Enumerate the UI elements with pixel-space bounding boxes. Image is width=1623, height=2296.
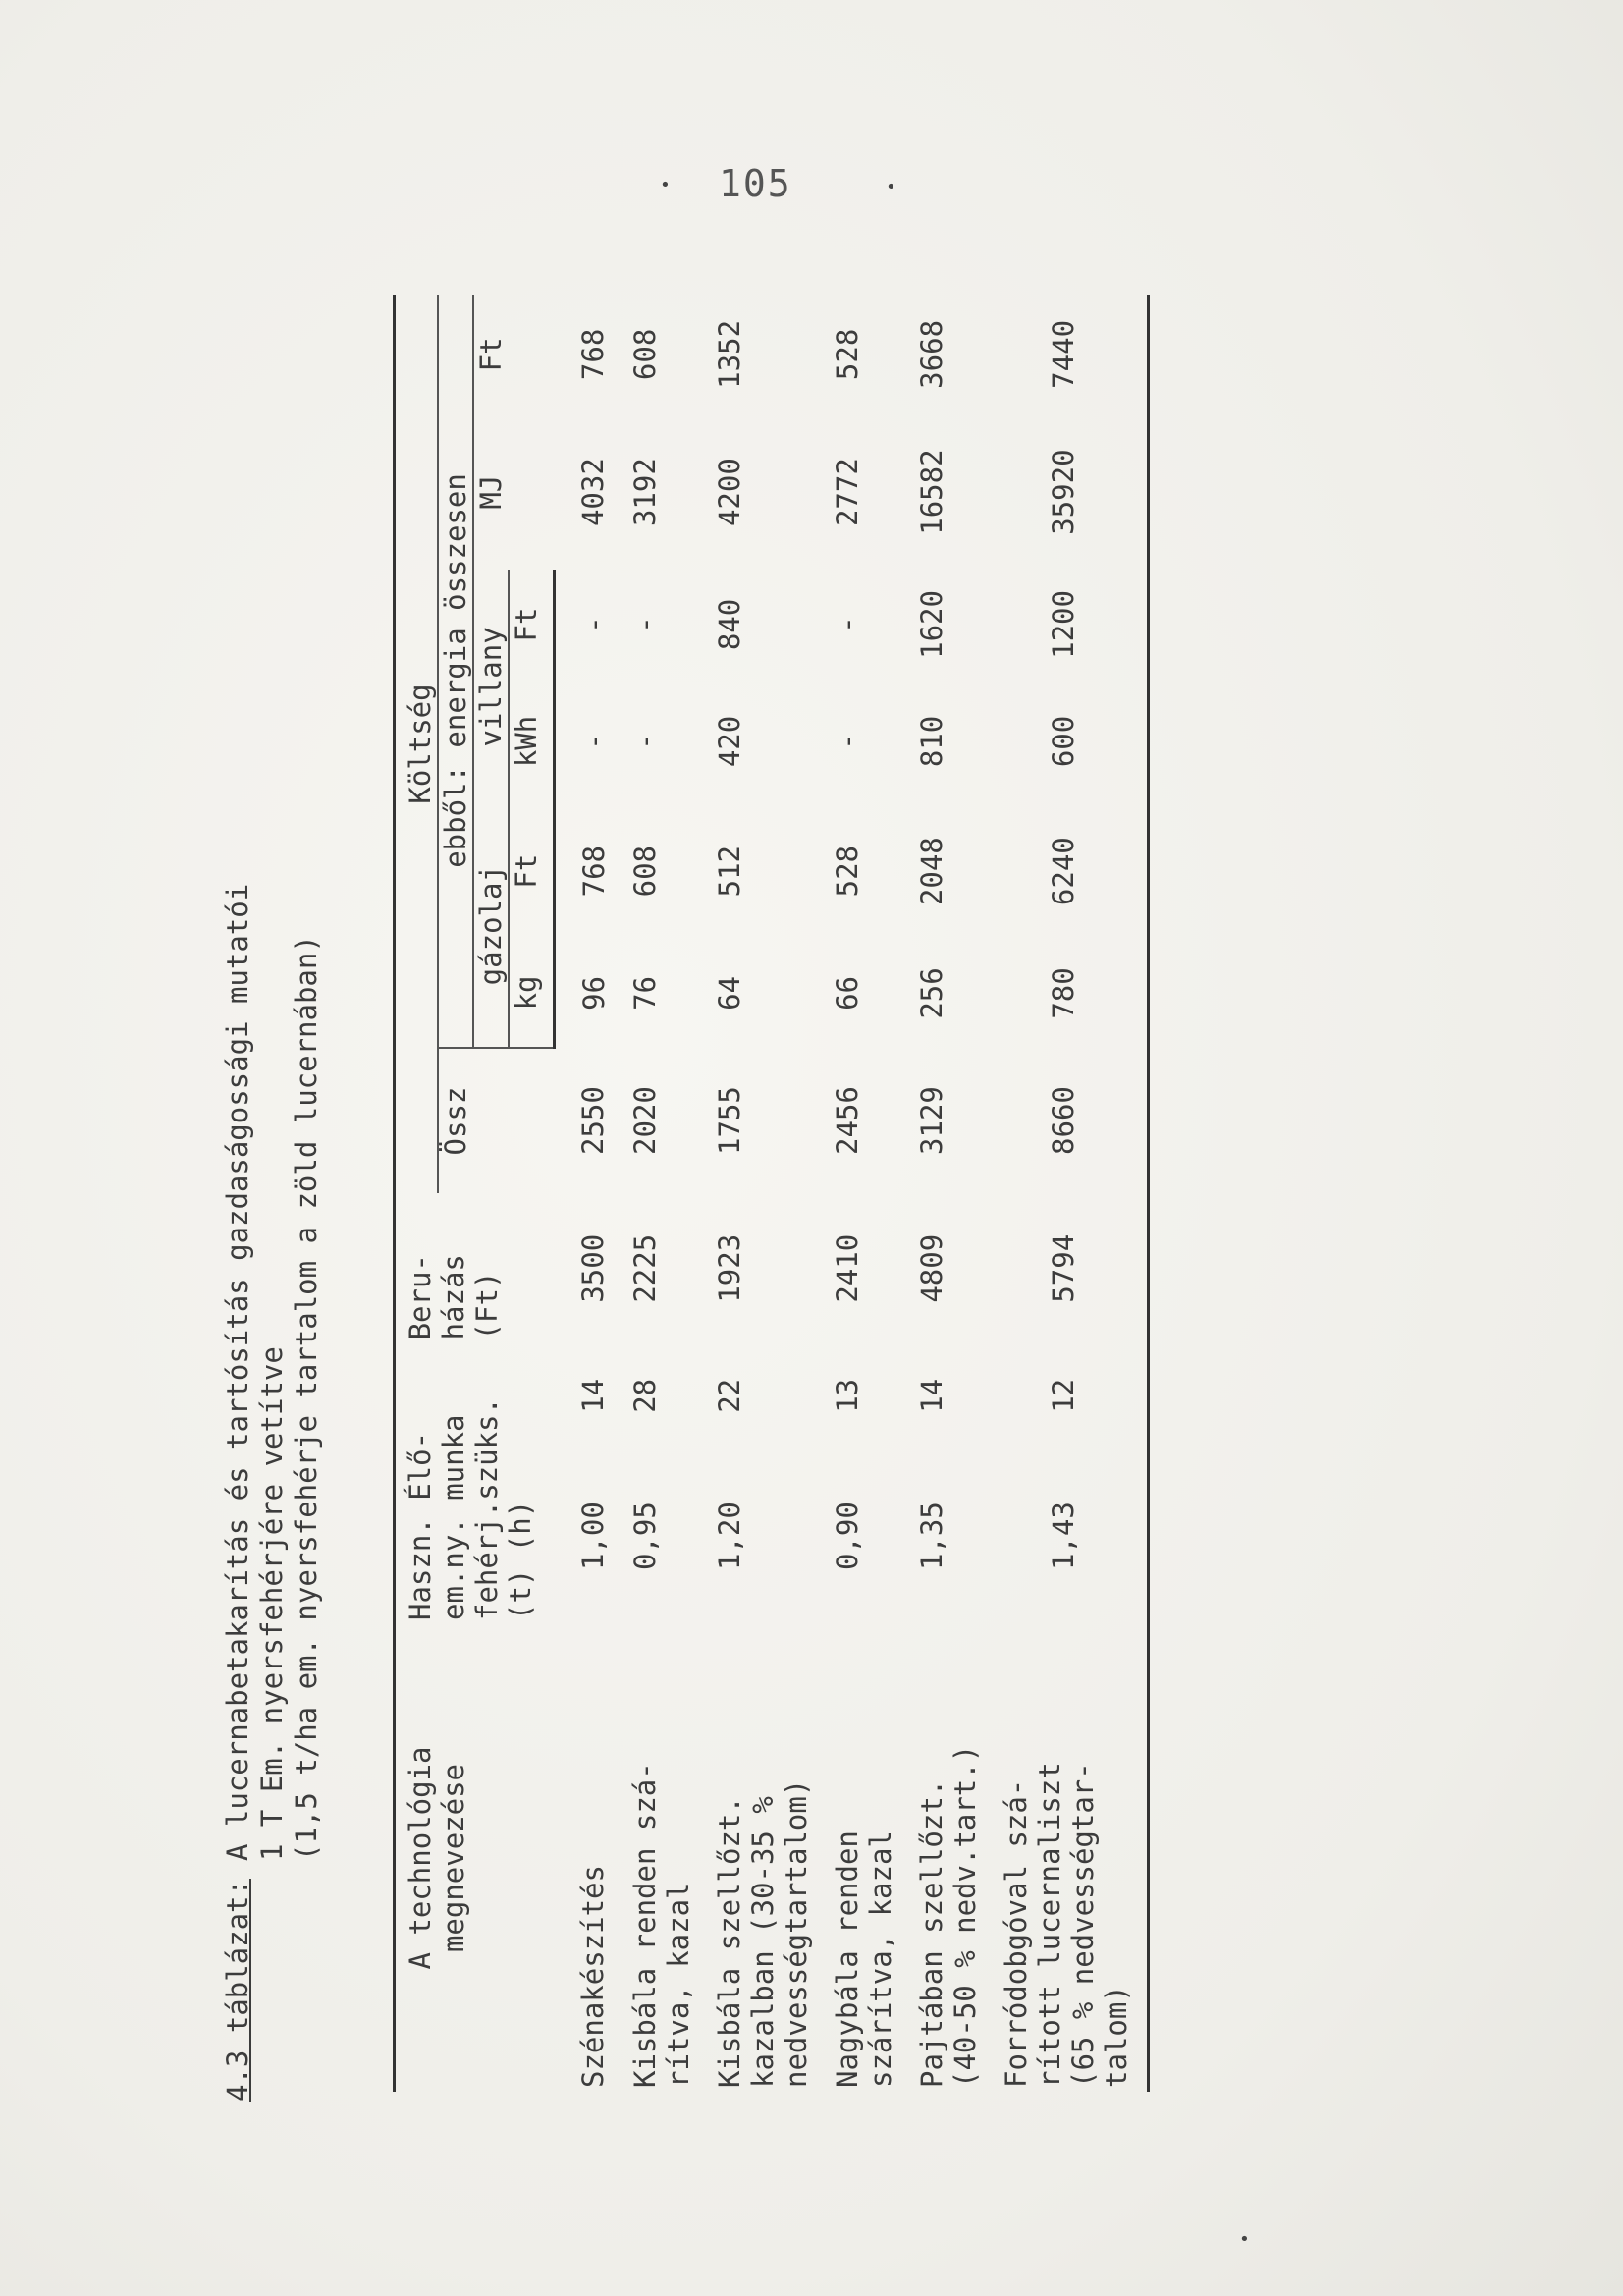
investment-value: 5794 xyxy=(988,1193,1149,1343)
title-line: (1,5 t/ha em. nyersfehérje tartalom a zöld lucernában) xyxy=(290,935,323,1861)
el-ft-value: - xyxy=(577,616,611,633)
labor-value: 14 xyxy=(575,1378,610,1413)
labor-value: 14 xyxy=(915,1378,948,1413)
header-diesel: gázolaj xyxy=(473,803,509,1048)
diesel-kg-value: 76 xyxy=(628,976,662,1011)
title-lines xyxy=(221,884,324,1861)
header-energy-ft: Ft xyxy=(474,337,508,372)
energy-ft-value: 1352 xyxy=(713,319,746,389)
mj-value: 2772 xyxy=(831,458,864,527)
total-value: 2020 xyxy=(628,1086,662,1155)
diesel-ft-value: 6240 xyxy=(988,803,1149,939)
el-kwh-value: - xyxy=(831,733,864,750)
tech-name: Kisbála renden szá- rítva, kazal xyxy=(628,1762,695,2088)
title-line: 1 T Em. nyersfehérjére vetítve xyxy=(255,1346,289,1861)
labor-value: 12 xyxy=(988,1343,1149,1448)
el-kwh-value: 420 xyxy=(713,715,746,768)
table-label: 4.3 táblázat: xyxy=(221,1879,254,2102)
mj-value: 35920 xyxy=(988,414,1149,571)
diesel-kg-value: 66 xyxy=(831,976,864,1011)
economics-table xyxy=(393,295,1150,2092)
total-value: 3129 xyxy=(915,1086,948,1155)
el-kwh-value: - xyxy=(577,733,611,750)
energy-ft-value: 768 xyxy=(575,328,610,381)
total-value: 1755 xyxy=(713,1086,746,1155)
energy-ft-value: 7440 xyxy=(988,295,1149,414)
mark-dot: • xyxy=(1239,2229,1250,2250)
header-protein-labor: Haszn. Élő- em.ny. munka fehérj.szüks. (t) (h) xyxy=(395,1343,555,1624)
investment-value: 4809 xyxy=(915,1233,948,1303)
protein-value: 1,35 xyxy=(915,1502,948,1571)
page-number: 105 xyxy=(719,162,792,205)
energy-ft-value: 608 xyxy=(628,328,662,381)
protein-value: 0,90 xyxy=(831,1502,864,1571)
diesel-kg-value: 256 xyxy=(915,967,948,1019)
tech-name: Nagybála renden szárítva, kazal xyxy=(831,1831,897,2088)
header-kg: kg xyxy=(509,939,555,1048)
title-line: A lucernabetakarítás és tartósítás gazdaságossági mutatói xyxy=(221,883,254,1861)
labor-value: 28 xyxy=(628,1378,662,1413)
tech-name: Forródobgóval szá- rított lucernaliszt (65 % nedvességtar- talom) xyxy=(988,1624,1149,2092)
table-row xyxy=(555,295,618,2092)
el-ft-value: 1200 xyxy=(988,570,1149,679)
diesel-kg-value: 780 xyxy=(988,939,1149,1048)
mj-value: 4032 xyxy=(575,458,610,527)
el-ft-value: 840 xyxy=(713,598,746,651)
el-kwh-value: 810 xyxy=(915,715,948,768)
labor-value: 22 xyxy=(713,1378,746,1413)
header-electricity: villany xyxy=(473,570,509,803)
table-row xyxy=(988,295,1149,2092)
header-total: Össz xyxy=(439,1086,472,1156)
header-energy-total: ebből: energia összesen xyxy=(438,295,473,1048)
investment-value: 2410 xyxy=(831,1233,864,1303)
header-el-ft: Ft xyxy=(509,570,555,679)
header-diesel-ft: Ft xyxy=(509,803,555,939)
table-row xyxy=(819,295,903,2092)
protein-value: 0,95 xyxy=(628,1502,662,1571)
header-row xyxy=(395,295,439,2092)
el-ft-value: - xyxy=(831,616,864,633)
investment-value: 2225 xyxy=(628,1233,662,1303)
protein-value: 1,20 xyxy=(713,1502,746,1571)
protein-value: 1,43 xyxy=(988,1448,1149,1624)
el-ft-value: 1620 xyxy=(915,590,948,659)
mark-dot: • xyxy=(660,175,671,195)
el-ft-value: - xyxy=(628,616,662,633)
header-investment: Beru- házás (Ft) xyxy=(395,1193,555,1343)
diesel-kg-value: 64 xyxy=(713,976,746,1011)
labor-value: 13 xyxy=(831,1378,864,1413)
diesel-ft-value: 528 xyxy=(831,845,864,898)
protein-value: 1,00 xyxy=(575,1502,610,1571)
mj-value: 16582 xyxy=(915,449,948,535)
investment-value: 3500 xyxy=(575,1233,610,1303)
tech-name: Kisbála szellőzt. kazalban (30-35 % nedvességtartalom) xyxy=(713,1778,813,2088)
mj-value: 4200 xyxy=(713,458,746,527)
total-value: 2550 xyxy=(575,1086,610,1155)
header-mj: MJ xyxy=(474,474,508,510)
diesel-ft-value: 2048 xyxy=(915,837,948,906)
mj-value: 3192 xyxy=(628,458,662,527)
el-kwh-value: - xyxy=(628,733,662,750)
header-technology: A technológia megnevezése xyxy=(395,1624,555,2092)
tech-name: Pajtában szellőzt. (40-50 % nedv.tart.) xyxy=(915,1744,982,2088)
total-value: 2456 xyxy=(831,1086,864,1155)
diesel-ft-value: 768 xyxy=(577,845,611,898)
table-row xyxy=(701,295,819,2092)
diesel-ft-value: 608 xyxy=(628,845,662,898)
header-kwh: kWh xyxy=(509,680,555,804)
rotated-table-page xyxy=(221,265,1409,2102)
energy-ft-value: 528 xyxy=(831,328,864,381)
investment-value: 1923 xyxy=(713,1233,746,1303)
el-kwh-value: 600 xyxy=(988,680,1149,804)
total-value: 8660 xyxy=(988,1048,1149,1193)
diesel-ft-value: 512 xyxy=(713,845,746,898)
tech-name: Szénakészítés xyxy=(575,1865,610,2088)
diesel-kg-value: 96 xyxy=(577,976,611,1011)
table-row xyxy=(903,295,988,2092)
header-cost: Költség xyxy=(395,295,439,1193)
energy-ft-value: 3668 xyxy=(915,319,948,389)
mark-dot: • xyxy=(886,177,896,197)
table-row xyxy=(617,295,701,2092)
